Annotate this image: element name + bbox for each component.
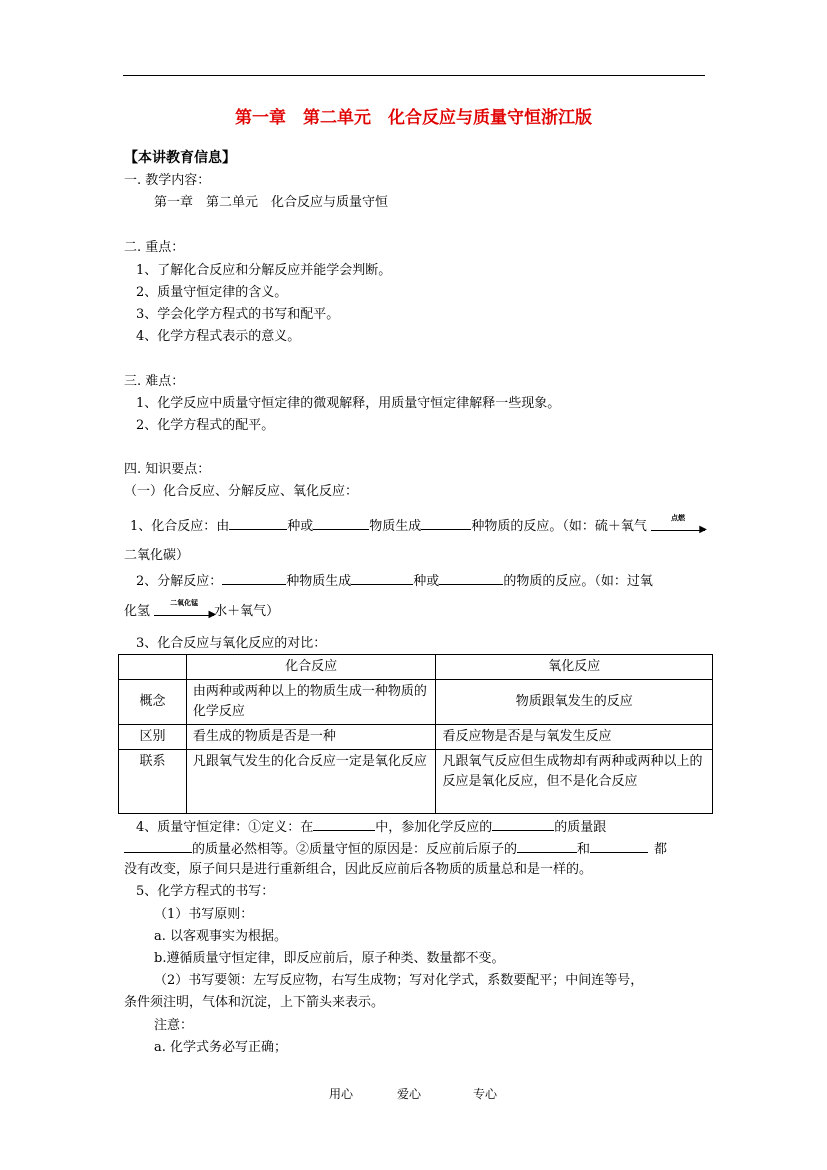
s2-item: 4、化学方程式表示的意义。 — [136, 329, 301, 344]
s3-heading: 三. 难点： — [124, 374, 185, 389]
footer-text: 用心 — [329, 1087, 354, 1101]
table-cell: 凡跟氧气发生的化合反应一定是氧化反应 — [186, 750, 436, 814]
table-cell: 凡跟氧气反应但生成物却有两种或两种以上的反应是氧化反应，但不是化合反应 — [436, 750, 713, 814]
arrow-condition-label: 点燃 — [670, 513, 685, 522]
fill-blank — [492, 817, 554, 831]
table-cell: 看生成的物质是否是一种 — [186, 725, 436, 750]
p4-text-c: 的质量跟 — [554, 820, 607, 835]
p2-text-b: 种物质生成 — [286, 574, 352, 589]
s2-heading: 二. 重点： — [124, 240, 185, 255]
s4-heading: 四. 知识要点： — [124, 462, 211, 477]
p2-line2 — [124, 598, 280, 621]
s3-item: 1、化学反应中质量守恒定律的微观解释，用质量守恒定律解释一些现象。 — [136, 396, 561, 411]
fill-blank — [313, 817, 375, 831]
top-rule — [123, 75, 705, 76]
s2-item: 1、了解化合反应和分解反应并能学会判断。 — [136, 263, 392, 278]
s1-content: 第一章 第二单元 化合反应与质量守恒 — [154, 195, 389, 210]
reaction-arrow: 点燃 ▶ — [651, 522, 705, 531]
p4-text-d: 的质量必然相等。②质量守恒的原因是：反应前后原子的 — [192, 842, 518, 857]
p4-line1 — [136, 817, 606, 837]
p5-1: （1）书写原则： — [154, 907, 254, 922]
table-cell: 物质跟氧发生的反应 — [436, 680, 713, 725]
table-cell: 区别 — [119, 725, 187, 750]
p3-text: 3、化合反应与氧化反应的对比： — [136, 636, 327, 651]
fill-blank — [229, 516, 287, 530]
fill-blank — [351, 571, 413, 585]
table-cell: 概念 — [119, 680, 187, 725]
p2-text-f: 水＋氧气） — [214, 604, 280, 619]
p5-a: a. 以客观事实为根据。 — [154, 929, 288, 944]
footer-text: 专心 — [473, 1087, 498, 1101]
page-title: 第一章 第二单元 化合反应与质量守恒浙江版 — [235, 108, 592, 128]
section-header: 【本讲教育信息】 — [124, 150, 236, 166]
p4-text-b: 中，参加化学反应的 — [375, 820, 493, 835]
s2-item: 3、学会化学方程式的书写和配平。 — [136, 307, 340, 322]
fill-blank — [313, 516, 369, 530]
table-row — [119, 725, 713, 750]
p1-text-c: 物质生成 — [369, 519, 422, 534]
fill-blank — [222, 571, 286, 585]
fill-blank — [124, 839, 192, 853]
p2-text-e: 化氢 — [124, 604, 151, 619]
s4-sub1: （一）化合反应、分解反应、氧化反应： — [124, 484, 359, 499]
p1-text-b: 种或 — [287, 519, 314, 534]
table-header-row — [119, 655, 713, 680]
note-a: a. 化学式务必写正确； — [154, 1040, 288, 1055]
fill-blank — [439, 571, 503, 585]
p1-text-d: 种物质的反应。（如：硫＋氧气 — [471, 519, 647, 534]
p2-text-d: 的物质的反应。（如：过氧 — [503, 574, 653, 589]
table-cell: 联系 — [119, 750, 187, 814]
table-row — [119, 750, 713, 814]
comparison-table — [118, 654, 713, 814]
p4-text-e: 和 — [577, 842, 591, 857]
s3-item: 2、化学方程式的配平。 — [136, 418, 275, 433]
p4-line2 — [124, 839, 667, 859]
s2-item: 2、质量守恒定律的含义。 — [136, 285, 288, 300]
table-row — [119, 680, 713, 725]
table-cell: 看反应物是否是与氧发生反应 — [436, 725, 713, 750]
table-cell: 由两种或两种以上的物质生成一种物质的化学反应 — [186, 680, 436, 725]
footer-text: 爱心 — [397, 1087, 422, 1101]
reaction-arrow: 二氧化锰 ▶ — [154, 607, 214, 616]
p1-text-a: 1、化合反应：由 — [130, 519, 230, 534]
p4-text-a: 4、质量守恒定律：①定义：在 — [136, 820, 314, 835]
p4-line3: 没有改变，原子间只是进行重新组合，因此反应前后各物质的质量总和是一样的。 — [124, 862, 593, 877]
p5-text: 5、化学方程式的书写： — [136, 884, 275, 899]
table-header-cell: 氧化反应 — [436, 655, 713, 680]
p2-text-a: 2、分解反应： — [136, 574, 223, 589]
p5-b: b.遵循质量守恒定律，即反应前后，原子种类、数量都不变。 — [154, 951, 505, 966]
table-header-cell — [119, 655, 187, 680]
arrow-condition-label: 二氧化锰 — [170, 598, 199, 607]
fill-blank — [517, 839, 577, 853]
note-label: 注意： — [154, 1018, 194, 1033]
p1-text-e: 二氧化碳） — [124, 548, 190, 563]
p5-2b: 条件须注明，气体和沉淀，上下箭头来表示。 — [124, 995, 385, 1010]
p1-line — [130, 513, 707, 536]
p2-text-c: 种或 — [413, 574, 440, 589]
fill-blank — [421, 516, 471, 530]
p2-line — [136, 571, 653, 591]
fill-blank — [590, 839, 648, 853]
s1-heading: 一. 教学内容： — [124, 173, 211, 188]
table-header-cell: 化合反应 — [186, 655, 436, 680]
p4-text-f: 都 — [654, 842, 668, 857]
p5-2a: （2）书写要领：左写反应物，右写生成物；写对化学式，系数要配平；中间连等号， — [154, 973, 644, 988]
